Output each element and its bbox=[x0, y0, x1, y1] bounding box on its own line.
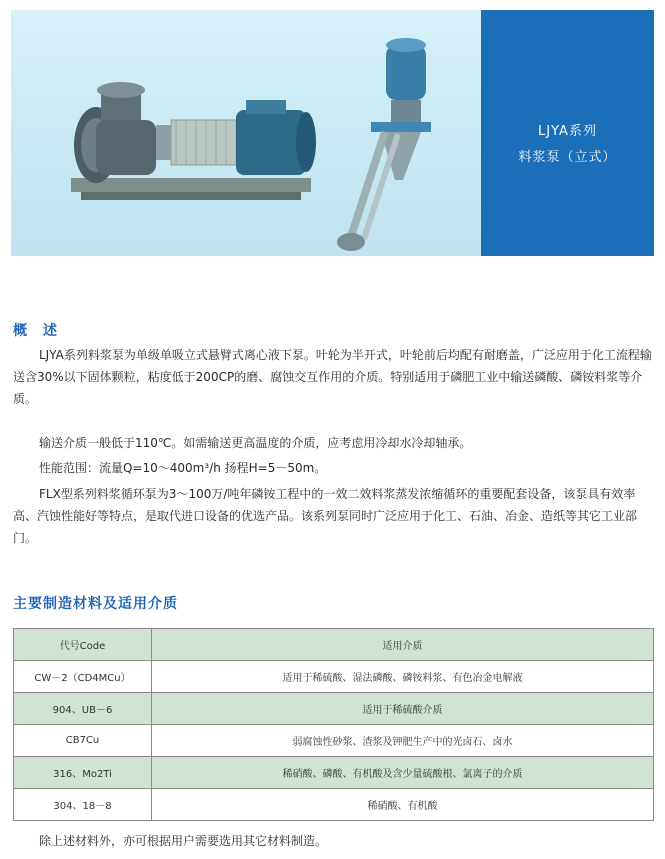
table-header-row bbox=[14, 629, 654, 661]
material-code-cell: 304、18－8 bbox=[14, 789, 152, 821]
overview-heading: 概 述 bbox=[13, 323, 58, 339]
materials-table bbox=[13, 628, 654, 821]
material-medium-cell: 适用于稀硫酸、湿法磷酸、磷铵料浆、有色冶金电解液 bbox=[152, 661, 654, 693]
pump-product-image bbox=[51, 30, 481, 260]
material-medium-cell: 弱腐蚀性砂浆、渣浆及钾肥生产中的光卤石、卤水 bbox=[152, 725, 654, 757]
overview-paragraph-1: LJYA系列料浆泵为单级单吸立式悬臂式离心液下泵。叶轮为半开式，叶轮前后均配有耐磨盖，广泛应用于化工流程输送含30%以下固体颗粒，粘度低于200CP的磨、腐蚀交互作用的介质。特别适用于磷肥工业中输送磷酸、磷铵料浆等介质。 bbox=[13, 348, 652, 406]
table-row bbox=[14, 693, 654, 725]
material-code-cell: 904、UB－6 bbox=[14, 693, 152, 725]
table-row bbox=[14, 725, 654, 757]
overview-temperature-note: 输送介质一般低于110℃。如需输送更高温度的介质，应考虑用冷却水冷却轴承。 bbox=[39, 436, 472, 450]
material-code-cell: CW－2（CD4MCu） bbox=[14, 661, 152, 693]
hero-title-panel bbox=[481, 10, 654, 256]
material-code-cell: CB7Cu bbox=[14, 725, 152, 757]
horizontal-pump-illustration bbox=[71, 82, 316, 200]
overview-performance-range: 性能范围：流量Q=10～400m³/h 扬程H=5－50m。 bbox=[39, 461, 327, 475]
vertical-pump-illustration bbox=[337, 38, 431, 251]
material-code-cell: 316、Mo2Ti bbox=[14, 757, 152, 789]
material-medium-cell: 稀硝酸、磷酸、有机酸及含少量硫酸根、氯离子的介质 bbox=[152, 757, 654, 789]
materials-heading: 主要制造材料及适用介质 bbox=[13, 596, 178, 612]
materials-footnote: 除上述材料外，亦可根据用户需要选用其它材料制造。 bbox=[39, 834, 328, 848]
table-row bbox=[14, 661, 654, 693]
material-medium-cell: 适用于稀硫酸介质 bbox=[152, 693, 654, 725]
table-row bbox=[14, 757, 654, 789]
material-medium-cell: 稀硝酸、有机酸 bbox=[152, 789, 654, 821]
column-header-code: 代号Code bbox=[14, 629, 152, 661]
overview-paragraph-flx: FLX型系列料浆循环泵为3～100万/吨年磷铵工程中的一效二效料浆蒸发浓缩循环的重要配套设备，该泵具有效率高、汽蚀性能好等特点，是取代进口设备的优选产品。该系列泵同时广泛应用于化工、石油、冶金、造纸等其它工业部门。 bbox=[13, 487, 638, 545]
column-header-medium: 适用介质 bbox=[152, 629, 654, 661]
hero-title-line1: LJYA系列 bbox=[538, 124, 597, 139]
hero-title-line2: 料浆泵（立式） bbox=[518, 150, 617, 165]
table-row bbox=[14, 789, 654, 821]
